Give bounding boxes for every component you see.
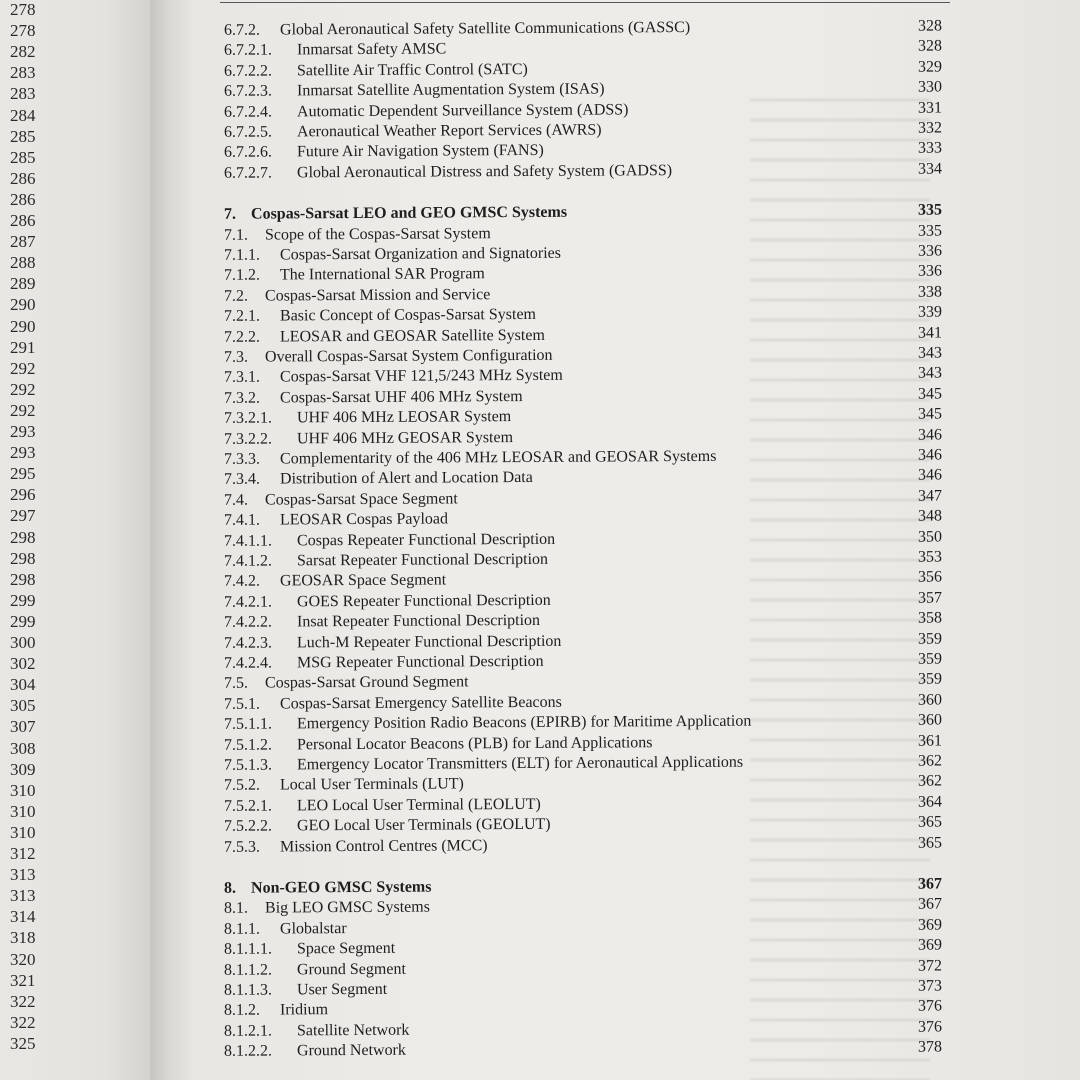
previous-page-number: 292 [10,379,36,399]
toc-entry [190,157,1080,183]
toc-entry-title: Local User Terminals (LUT) [279,775,464,794]
toc-entry-number: 8. [223,879,237,897]
toc-entry-number: 7.4.2.4. [223,654,273,672]
previous-page-number: 310 [10,801,36,821]
toc-entry-number: 7.2.1. [223,307,261,325]
toc-entry-number: 8.1.2.1. [223,1022,273,1040]
previous-page-number: 321 [10,970,36,990]
top-rule [220,2,950,3]
toc-entry-page-number: 372 [917,957,943,975]
toc-entry-page-number: 364 [917,793,943,811]
previous-page-number: 283 [10,84,36,104]
toc-entry-page-number: 376 [917,1018,943,1036]
toc-entry-page-number: 360 [917,691,943,709]
toc-entry-number: 7.5.1. [223,695,261,713]
toc-entry-page-number: 335 [917,222,943,240]
previous-page-number: 310 [10,780,36,800]
toc-entry-page-number: 345 [917,385,943,403]
toc-entry-page-number: 359 [917,630,943,648]
toc-entry-number: 7.4.1. [223,511,261,529]
toc-entry-number: 6.7.2.1. [223,41,273,60]
previous-page-number: 292 [10,358,36,378]
toc-entry-number: 7.3.2.2. [223,430,273,448]
previous-page-number: 322 [10,991,36,1011]
toc-entry-title: Basic Concept of Cospas-Sarsat System [279,306,537,325]
toc-entry-number: 7.5.2.2. [223,817,273,835]
toc-entry-page-number: 356 [917,568,943,587]
toc-entry-number: 7.3.2.1. [223,409,273,427]
toc-entry-number: 7.5.1.3. [223,756,273,774]
previous-page-number: 314 [10,907,36,927]
toc-entry-number: 8.1.1.1. [223,940,273,958]
previous-page-number: 293 [10,422,36,441]
toc-entry-title: Space Segment [296,939,396,958]
toc-entry-page-number: 362 [917,752,943,770]
previous-page-number: 300 [10,633,36,652]
toc-entry-title: Cospas-Sarsat Organization and Signatories [279,244,562,264]
toc-entry-page-number: 331 [917,99,943,117]
toc-entry-number: 7.1. [223,226,249,244]
toc-entry-number: 7.3.1. [223,368,261,387]
toc-entry-number: 7.4.1.1. [223,532,273,550]
previous-page-number: 302 [10,654,36,674]
toc-entry-page-number: 360 [917,711,943,729]
toc-entry-title: Emergency Position Radio Beacons (EPIRB) for Maritime Application [296,712,752,733]
previous-page-number: 283 [10,63,36,83]
toc-entry-page-number: 353 [917,548,943,566]
toc-entry-title: Complementarity of the 406 MHz LEOSAR and GEOSAR Systems [279,447,717,468]
toc-entry-title: UHF 406 MHz GEOSAR System [296,428,514,447]
toc-entry-page-number: 332 [917,119,943,137]
toc-entry-page-number: 334 [917,160,943,178]
toc-entry-page-number: 336 [917,262,943,281]
toc-entry-number: 7. [223,205,237,223]
toc-entry-page-number: 336 [917,242,943,260]
toc-entry-title: Distribution of Alert and Location Data [279,469,533,488]
toc-entry-page-number: 341 [917,324,943,342]
toc-entry-title: Luch-M Repeater Functional Description [296,632,562,651]
toc-entry-number: 7.5.1.1. [223,715,273,733]
previous-page-number: 286 [10,189,36,209]
toc-entry-page-number: 346 [917,426,943,444]
toc-entry-number: 6.7.2.2. [223,62,273,80]
toc-entry-number: 8.1.1.3. [223,981,273,999]
toc-entry-number: 7.4.2.3. [223,634,273,652]
previous-page-number: 298 [10,569,36,589]
toc-entry-number: 8.1.1. [223,920,261,938]
previous-page-number: 292 [10,400,36,420]
toc-entry-title: LEOSAR and GEOSAR Satellite System [279,326,545,346]
toc-entry-page-number: 359 [917,650,943,668]
toc-entry-page-number: 338 [917,283,943,301]
toc-entry-page-number: 367 [917,895,943,914]
toc-entry-page-number: 329 [917,58,943,76]
previous-page-number: 318 [10,928,36,948]
toc-entry-title: Insat Repeater Functional Description [296,612,541,631]
toc-entry-number: 7.5.2.1. [223,797,273,815]
previous-page-number: 293 [10,443,36,463]
toc-entry-title: Global Aeronautical Distress and Safety System (GADSS) [296,161,673,182]
toc-entry-title: User Segment [296,980,388,999]
toc-entry-page-number: 373 [917,977,943,995]
toc-entry-title: Big LEO GMSC Systems [264,898,430,917]
toc-entry-title: Globalstar [279,919,347,938]
toc-entry-title: LEOSAR Cospas Payload [279,510,449,529]
previous-page-number: 308 [10,738,36,758]
toc-entry-number: 7.3.3. [223,450,261,468]
previous-page-number: 307 [10,717,36,737]
toc-entry-title: Inmarsat Safety AMSC [296,40,447,59]
toc-entry-title: GEO Local User Terminals (GEOLUT) [296,816,551,835]
previous-page-number: 287 [10,232,36,252]
toc-entry-number: 7.3.2. [223,389,261,407]
toc-entry [190,1036,1080,1062]
previous-page-number: 322 [10,1012,36,1032]
toc-entry-number: 7.4.2.1. [223,593,273,611]
toc-entry-title: Cospas-Sarsat VHF 121,5/243 MHz System [279,367,563,386]
toc-entry-number: 7.5.3. [223,838,261,856]
toc-entry-page-number: 361 [917,732,943,750]
toc-entry-number: 6.7.2.4. [223,103,273,121]
toc-entry-title: Ground Network [296,1041,406,1060]
toc-entry-page-number: 358 [917,609,943,627]
previous-page-number: 278 [10,0,36,19]
previous-page-number: 298 [10,548,36,568]
previous-page-number: 320 [10,949,36,969]
previous-page-number: 289 [10,274,36,294]
toc-entry-title: Cospas-Sarsat Space Segment [264,490,458,509]
previous-page-number: 290 [10,295,36,315]
toc-entry-page-number: 343 [917,344,943,362]
previous-page-number: 309 [10,759,36,779]
previous-page-number: 312 [10,844,36,863]
toc-entry-number: 7.5.2. [223,776,261,795]
toc-entry-title: Emergency Locator Transmitters (ELT) for Aeronautical Applications [296,753,744,774]
toc-entry-title: GEOSAR Space Segment [279,571,447,590]
toc-entry-number: 7.3.4. [223,470,261,489]
previous-page-number: 291 [10,337,36,357]
toc-entry-page-number: 333 [917,139,943,158]
toc-entry-title: Cospas-Sarsat Ground Segment [264,673,469,692]
previous-page-number: 278 [10,21,36,41]
previous-page-number: 285 [10,147,36,167]
toc-entry-title: Cospas-Sarsat UHF 406 MHz System [279,387,523,407]
toc-entry-page-number: 345 [917,405,943,423]
previous-page-number: 295 [10,464,36,484]
toc-entry-number: 7.4.2.2. [223,613,273,631]
toc-entry-page-number: 346 [917,466,943,485]
toc-entry-title: Inmarsat Satellite Augmentation System (ISAS) [296,80,605,100]
toc-entry-page-number: 347 [917,487,943,505]
toc-entry-number: 7.1.1. [223,246,261,264]
toc-entry-number: 8.1.2.2. [223,1042,273,1060]
previous-page-number: 296 [10,485,36,505]
previous-page-number: 313 [10,886,36,906]
toc-entry-title: Personal Locator Beacons (PLB) for Land Applications [296,733,653,753]
toc-entry-number: 8.1. [223,900,249,918]
toc-entry-number: 7.5.1.2. [223,736,273,754]
toc-entry-title: Sarsat Repeater Functional Description [296,550,549,570]
previous-page-page-numbers [0,0,150,1080]
toc-entry-number: 6.7.2.5. [223,123,273,141]
toc-entry-number: 7.2.2. [223,328,261,346]
toc-entry-number: 7.4.2. [223,572,261,591]
toc-entry-title: Global Aeronautical Safety Satellite Communications (GASSC) [279,18,691,39]
toc-entry-title: Future Air Navigation System (FANS) [296,142,544,161]
toc-entry-title: Mission Control Centres (MCC) [279,836,488,856]
toc-entry-title: Satellite Network [296,1021,410,1040]
toc-entry-page-number: 369 [917,936,943,954]
toc-entry-title: Iridium [279,1001,329,1019]
previous-page-number: 305 [10,696,36,716]
toc-entry-page-number: 350 [917,528,943,546]
toc-entry-page-number: 339 [917,303,943,321]
toc-entry-title: LEO Local User Terminal (LEOLUT) [296,795,541,815]
previous-page-number: 297 [10,506,36,526]
toc-entry-page-number: 328 [917,17,943,35]
previous-page-number: 313 [10,865,36,885]
toc-entry-page-number: 330 [917,78,943,96]
previous-page-number: 285 [10,126,36,146]
toc-entry-number: 8.1.1.2. [223,961,273,979]
previous-page-number: 299 [10,611,36,631]
toc-entry-title: Non-GEO GMSC Systems [250,878,432,897]
toc-entry-number: 7.1.2. [223,266,261,285]
toc-entry-page-number: 328 [917,37,943,56]
previous-page-number: 310 [10,822,36,842]
toc-entry-title: Cospas-Sarsat Emergency Satellite Beacons [279,693,562,713]
previous-page-number: 298 [10,527,36,547]
toc-entry-number: 8.1.2. [223,1001,261,1020]
toc-entry-number: 7.4. [223,491,249,509]
toc-entry-number: 6.7.2. [223,21,261,39]
toc-entry-page-number: 365 [917,834,943,852]
previous-page-number: 286 [10,168,36,188]
toc-entry-title: The International SAR Program [279,265,485,284]
toc-entry-title: Cospas-Sarsat LEO and GEO GMSC Systems [250,203,568,223]
toc-entry-title: Satellite Air Traffic Control (SATC) [296,60,528,80]
toc-entry-page-number: 367 [917,875,943,893]
toc-entry-page-number: 343 [917,364,943,383]
toc-entry-title: GOES Repeater Functional Description [296,591,551,611]
previous-page-number: 288 [10,253,36,273]
previous-page-number: 290 [10,316,36,336]
toc-entry-title: MSG Repeater Functional Description [296,652,544,672]
toc-entry-title: Automatic Dependent Surveillance System (ADSS) [296,100,629,120]
toc-entry-number: 6.7.2.7. [223,164,273,182]
previous-page-number: 286 [10,211,36,230]
book-spine [150,0,190,1080]
toc-entry-number: 7.3. [223,348,249,366]
toc-entry-page-number: 369 [917,916,943,934]
toc-entry-page-number: 362 [917,772,943,791]
toc-entry-title: Cospas-Sarsat Mission and Service [264,285,491,305]
toc-entry-title: Scope of the Cospas-Sarsat System [264,224,491,244]
toc-entry-page-number: 359 [917,670,943,689]
toc-entry-page-number: 378 [917,1038,943,1056]
previous-page-number: 304 [10,675,36,695]
toc-entry-title: Cospas Repeater Functional Description [296,530,556,549]
previous-page-number: 325 [10,1033,36,1053]
toc-entry-page-number: 376 [917,997,943,1016]
toc-entry-page-number: 348 [917,507,943,525]
toc-page [190,0,1080,1080]
toc-entry-number: 6.7.2.6. [223,143,273,162]
toc-entry-number: 6.7.2.3. [223,82,273,100]
toc-entry-page-number: 365 [917,813,943,831]
toc-entry-title: Overall Cospas-Sarsat System Configuration [264,346,553,366]
previous-page-number: 282 [10,42,36,62]
toc-entry-number: 7.2. [223,287,249,305]
toc-entry-title: UHF 406 MHz LEOSAR System [296,408,512,427]
toc-entry-page-number: 335 [917,201,943,219]
toc-entry-number: 7.5. [223,675,249,693]
toc-entry-page-number: 346 [917,446,943,464]
previous-page-number: 284 [10,105,36,125]
previous-page-number: 299 [10,590,36,610]
toc-entry-title: Ground Segment [296,960,406,978]
toc-entry-number: 7.4.1.2. [223,552,273,570]
toc-entry-title: Aeronautical Weather Report Services (AWRS) [296,121,602,141]
toc-entry-page-number: 357 [917,589,943,607]
